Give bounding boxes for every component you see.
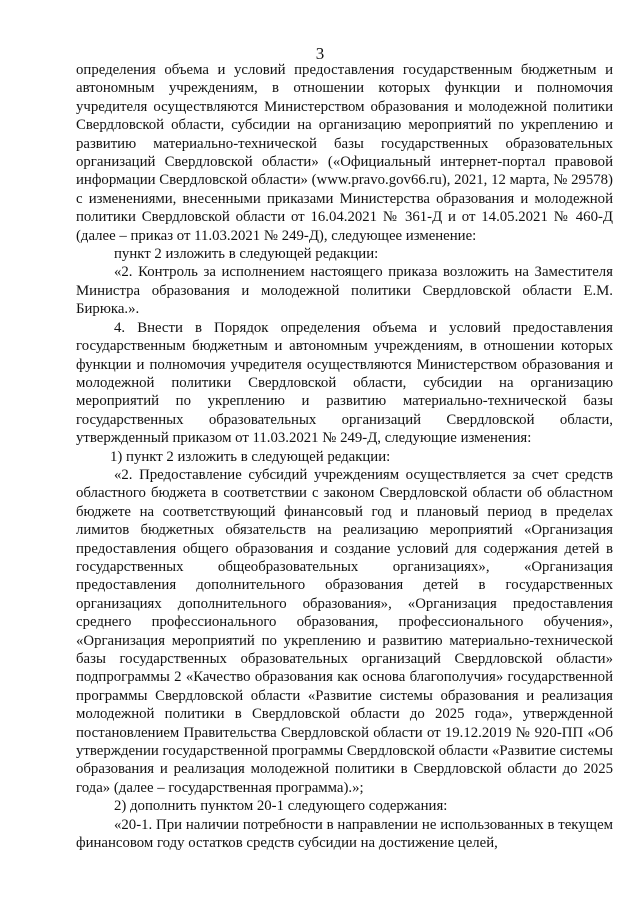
paragraph-subitem-2-text: «20-1. При наличии потребности в направлении не использованных в текущем финансовом году остатков средств субсидии на достижение целей,	[76, 816, 613, 852]
document-body	[76, 61, 613, 852]
paragraph-item-4: 4. Внести в Порядок определения объема и условий предоставления государственным бюджетным и автономным учреждениям, в отношении которых функции и полномочия учредителя осуществляются Министерством образования и молодежной политики Свердловской области, субсидии на организацию мероприятий по укреплению и развитию материально-технической базы государственных образовательных организаций Свердловской области, утвержденный приказом от 11.03.2021 № 249-Д, следующие изменения:	[76, 319, 613, 447]
paragraph-point-2-text: «2. Контроль за исполнением настоящего приказа возложить на Заместителя Министра образования и молодежной политики Свердловской области Е.М. Бирюка.».	[76, 264, 613, 318]
page-number: 3	[315, 44, 325, 63]
paragraph-subitem-2: 2) дополнить пунктом 20-1 следующего содержания:	[114, 798, 448, 815]
paragraph-continuation: определения объема и условий предоставления государственным бюджетным и автономным учреждениям, в отношении которых функции и полномочия учредителя осуществляются Министерством образования и молодежной политики Свердловской области, субсидии на организацию мероприятий по укреплению и развитию материально-технической базы государственных образовательных организаций Свердловской области» («Официальный интернет-портал правовой информации Свердловской области» (www.pravo.gov66.ru), 2021, 12 марта, № 29578) с изменениями, внесенными приказами Министерства образования и молодежной политики Свердловской области от 16.04.2021 № 361-Д и от 14.05.2021 № 460-Д (далее – приказ от 11.03.2021 № 249-Д), следующее изменение:	[76, 62, 613, 244]
paragraph-subitem-1-text: «2. Предоставление субсидий учреждениям осуществляется за счет средств областного бюджета в соответствии с законом Свердловской области об областном бюджете на соответствующий финансовый год и плановый период в пределах лимитов бюджетных обязательств на реализацию мероприятий «Организация предоставления общего образования и создание условий для содержания детей в государственных общеобразовательных организациях», «Организация предоставления дополнительного образования детей в государственных организациях дополнительного образования», «Организация предоставления среднего профессионального образования, профессионального обучения», «Организация мероприятий по укреплению и развитию материально-технической базы государственных образовательных организаций Свердловской области» подпрограммы 2 «Качество образования как основа благополучия» государственной программы Свердловской области «Развитие системы образования и реализация молодежной политики в Свердловской области до 2025 года», утвержденной постановлением Правительства Свердловской области от 19.12.2019 № 920-ПП «Об утверждении государственной программы Свердловской области «Развитие системы образования и реализация молодежной политики в Свердловской области до 2025 года» (далее – государственная программа).»;	[76, 466, 613, 796]
paragraph-point-2-intro: пункт 2 изложить в следующей редакции:	[114, 246, 379, 263]
paragraph-subitem-1: 1) пункт 2 изложить в следующей редакции:	[110, 448, 391, 465]
